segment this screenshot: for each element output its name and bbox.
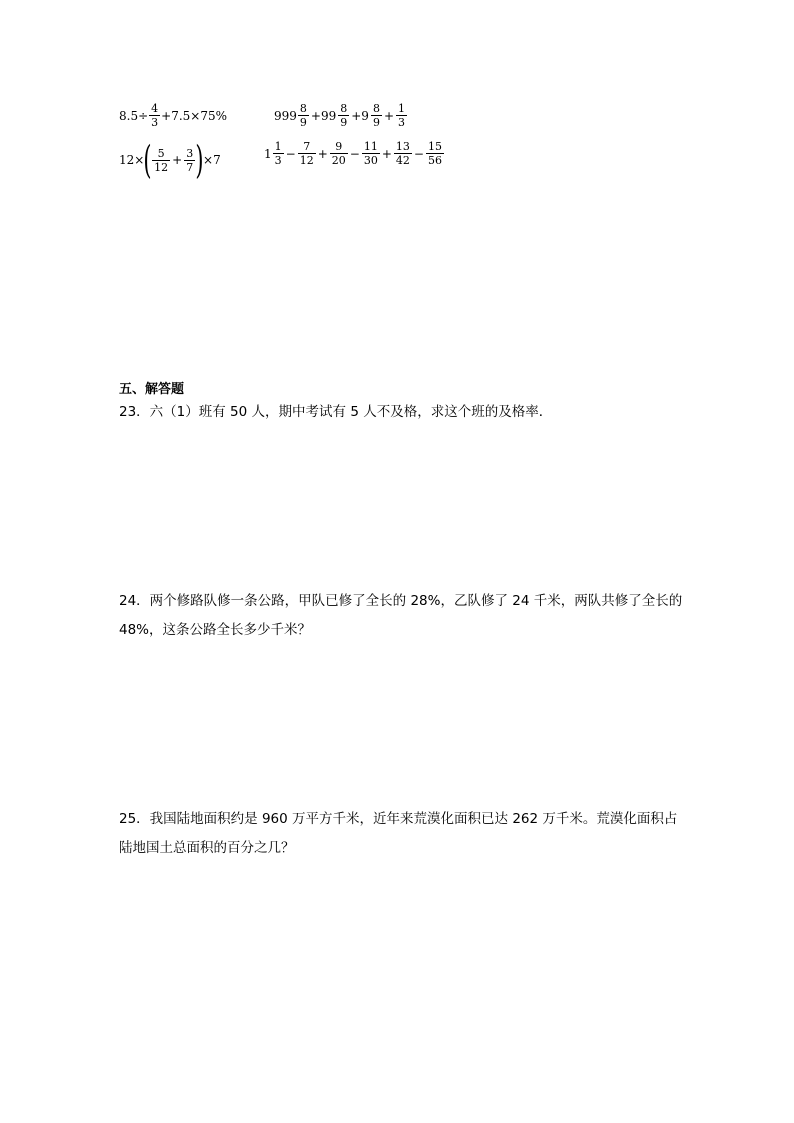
expr-text: 8.5÷	[119, 108, 149, 123]
expr-text: 12×	[119, 153, 145, 167]
calc-expression-3	[119, 138, 221, 182]
operator: +	[172, 153, 183, 167]
expr-text: +99	[310, 108, 337, 123]
expr-text: ×7	[203, 153, 221, 167]
expr-text: +7.5×75%	[161, 108, 228, 123]
fraction: $\frac{3}{7}$	[186, 146, 194, 174]
section-title: 五、解答题	[119, 382, 185, 397]
left-paren: (	[143, 138, 152, 182]
right-paren: )	[195, 138, 204, 182]
operator: −	[349, 146, 360, 161]
fraction: $\frac{9}{20}$	[331, 140, 346, 167]
operator: −	[413, 146, 424, 161]
expr-text: 1	[264, 146, 272, 161]
question-23: 23．六（1）班有 50 人，期中考试有 5 人不及格，求这个班的及格率．	[119, 404, 553, 420]
operator: −	[285, 146, 296, 161]
fraction: $\frac{1}{3}$	[398, 102, 405, 129]
question-24: 24．两个修路队修一条公路，甲队已修了全长的 28%，乙队修了 24 千米，两队共修了全长的 48%，这条公路全长多少千米？	[119, 593, 683, 638]
fraction: $\frac{8}{9}$	[299, 102, 307, 129]
fraction: $\frac{5}{12}$	[154, 146, 169, 174]
fraction: $\frac{4}{3}$	[151, 102, 159, 129]
expr-text: 999	[274, 108, 297, 123]
operator: +	[383, 108, 394, 123]
calc-expression-1	[119, 103, 227, 128]
expr-text: +9	[351, 108, 369, 123]
fraction: $\frac{11}{30}$	[363, 140, 378, 167]
fraction: $\frac{8}{9}$	[372, 102, 380, 129]
fraction: $\frac{8}{9}$	[340, 102, 348, 129]
fraction: $\frac{15}{56}$	[427, 140, 442, 167]
calc-expression-4	[264, 141, 445, 166]
fraction: $\frac{1}{3}$	[274, 140, 282, 167]
operator: +	[317, 146, 328, 161]
fraction: $\frac{7}{12}$	[299, 140, 314, 167]
fraction: $\frac{13}{42}$	[395, 140, 410, 167]
operator: +	[381, 146, 392, 161]
calc-expression-2	[274, 103, 408, 128]
question-25: 25．我国陆地面积约是 960 万平方千米，近年来荒漠化面积已达 262 万千米。荒漠化面积占陆地国土总面积的百分之几？	[119, 811, 678, 856]
